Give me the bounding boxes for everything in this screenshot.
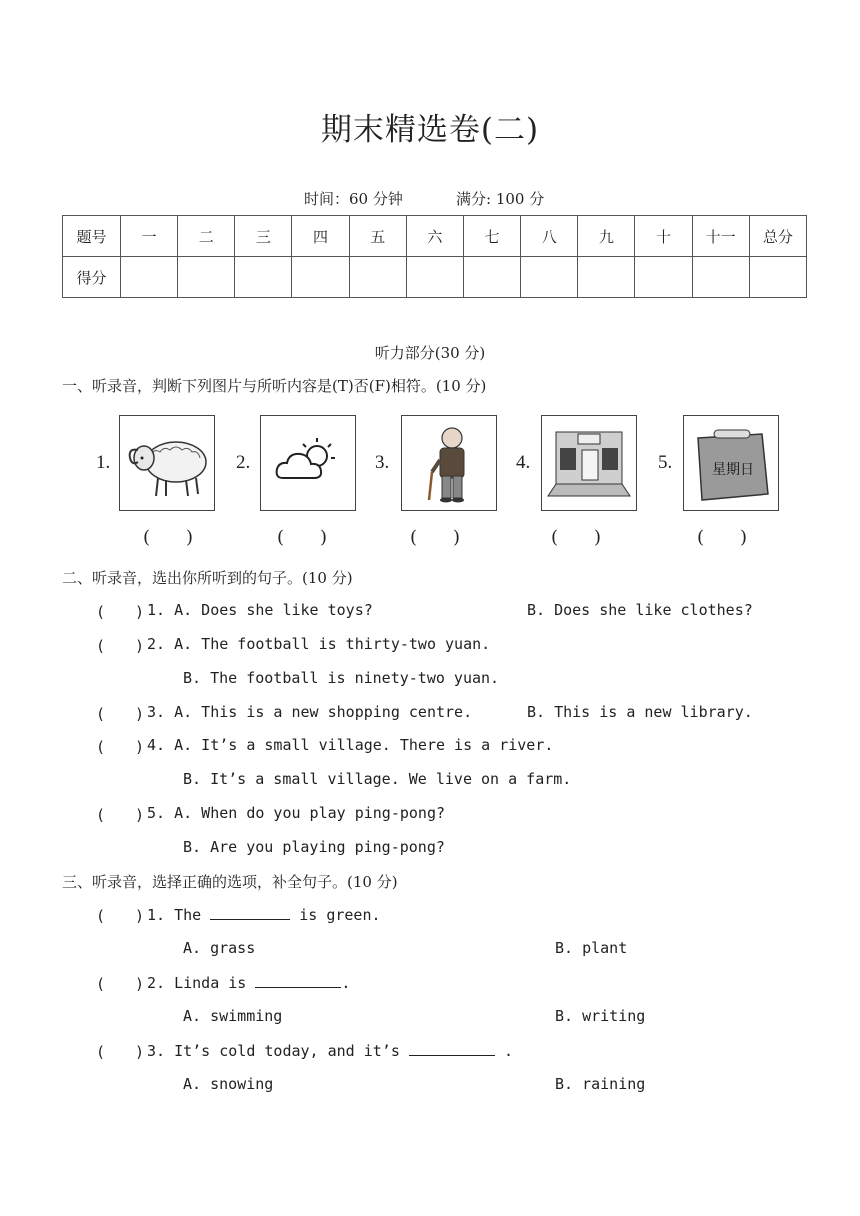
item-number: 4. [516, 452, 531, 473]
table-cell: 二 [178, 216, 235, 257]
exam-time: 时间：60 分钟 [304, 190, 403, 208]
table-cell: 五 [349, 216, 406, 257]
score-input-cell[interactable] [463, 257, 520, 298]
answer-paren[interactable]: ( ) [697, 527, 748, 548]
table-cell: 总分 [749, 216, 806, 257]
item-number: 5. [658, 452, 673, 473]
item-number: 1. [96, 452, 111, 473]
section-2-heading: 二、听录音，选出你所听到的句子。(10 分) [62, 569, 353, 587]
option-b: B. This is a new library. [527, 703, 753, 721]
option-b: B. The football is ninety-two yuan. [183, 669, 500, 687]
score-input-cell[interactable] [521, 257, 578, 298]
score-input-cell[interactable] [692, 257, 749, 298]
cloudy-icon [260, 415, 356, 511]
table-cell: 三 [235, 216, 292, 257]
question-3 [147, 1041, 513, 1060]
score-table-header-row [63, 216, 807, 257]
question-text: . [341, 974, 351, 992]
answer-paren[interactable]: ( ) [143, 527, 194, 548]
option-a: 1. A. Does she like toys? [147, 601, 373, 619]
answer-paren[interactable]: ( ) [96, 738, 145, 756]
answer-paren[interactable]: ( ) [96, 907, 145, 925]
table-cell: 七 [463, 216, 520, 257]
section-3-heading: 三、听录音，选择正确的选项，补全句子。(10 分) [62, 873, 398, 891]
exam-full-score: 满分: 100 分 [456, 190, 545, 208]
answer-paren[interactable]: ( ) [410, 527, 461, 548]
item-number: 2. [236, 452, 251, 473]
answer-paren[interactable]: ( ) [96, 705, 145, 723]
calendar-sunday-icon [683, 415, 779, 511]
option-a: A. grass [183, 939, 256, 957]
option-b: B. It’s a small village. We live on a farm. [183, 770, 572, 788]
page-title: 期末精选卷(二) [320, 112, 540, 148]
table-cell: 题号 [63, 216, 121, 257]
answer-blank[interactable] [409, 1041, 495, 1056]
answer-paren[interactable]: ( ) [96, 637, 145, 655]
table-cell: 十一 [692, 216, 749, 257]
sheep-icon [119, 415, 215, 511]
answer-blank[interactable] [255, 973, 341, 988]
table-cell: 一 [121, 216, 178, 257]
calendar-text: 星期日 [712, 462, 754, 478]
table-cell: 四 [292, 216, 349, 257]
answer-paren[interactable]: ( ) [277, 527, 328, 548]
table-cell: 九 [578, 216, 635, 257]
question-1 [147, 905, 381, 924]
table-cell: 十 [635, 216, 692, 257]
option-b: B. Does she like clothes? [527, 601, 753, 619]
question-text: is green. [299, 906, 381, 924]
score-input-cell[interactable] [578, 257, 635, 298]
table-cell: 八 [521, 216, 578, 257]
score-input-cell[interactable] [635, 257, 692, 298]
section-1-heading: 一、听录音，判断下列图片与所听内容是(T)否(F)相符。(10 分) [62, 377, 487, 395]
option-a: A. snowing [183, 1075, 274, 1093]
option-b: B. raining [555, 1075, 646, 1093]
answer-paren[interactable]: ( ) [551, 527, 602, 548]
question-text: . [503, 1042, 513, 1060]
option-a: 4. A. It’s a small village. There is a river. [147, 736, 554, 754]
answer-paren[interactable]: ( ) [96, 603, 145, 621]
score-input-cell[interactable] [121, 257, 178, 298]
score-input-cell[interactable] [349, 257, 406, 298]
question-text: 3. It’s cold today, and it’s [147, 1042, 400, 1060]
option-b: B. plant [555, 939, 628, 957]
table-cell: 得分 [63, 257, 121, 298]
score-table [62, 215, 807, 298]
option-a: 5. A. When do you play ping-pong? [147, 804, 446, 822]
table-cell: 六 [406, 216, 463, 257]
item-number: 3. [375, 452, 390, 473]
answer-paren[interactable]: ( ) [96, 975, 145, 993]
score-input-cell[interactable] [406, 257, 463, 298]
answer-paren[interactable]: ( ) [96, 806, 145, 824]
question-text: 2. Linda is [147, 974, 247, 992]
question-2 [147, 973, 350, 992]
listening-header: 听力部分(30 分) [374, 344, 486, 362]
score-input-cell[interactable] [292, 257, 349, 298]
option-a: A. swimming [183, 1007, 283, 1025]
option-b: B. Are you playing ping-pong? [183, 838, 445, 856]
score-input-cell[interactable] [178, 257, 235, 298]
answer-blank[interactable] [210, 905, 290, 920]
option-a: 3. A. This is a new shopping centre. [147, 703, 473, 721]
question-text: 1. The [147, 906, 202, 924]
old-man-icon [401, 415, 497, 511]
score-input-cell[interactable] [749, 257, 806, 298]
shop-icon [541, 415, 637, 511]
option-b: B. writing [555, 1007, 646, 1025]
score-table-score-row [63, 257, 807, 298]
score-input-cell[interactable] [235, 257, 292, 298]
option-a: 2. A. The football is thirty-two yuan. [147, 635, 491, 653]
answer-paren[interactable]: ( ) [96, 1043, 145, 1061]
